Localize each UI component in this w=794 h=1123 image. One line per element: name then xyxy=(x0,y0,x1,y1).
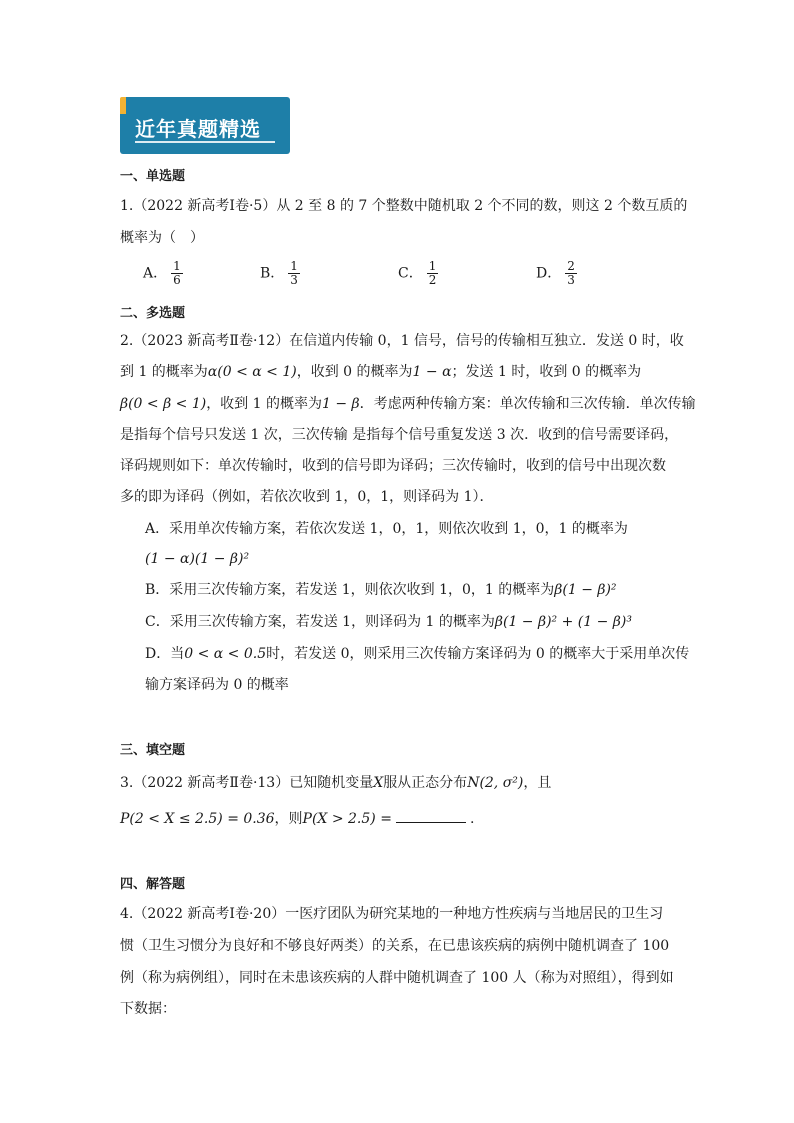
q4-stem-line2: 惯（卫生习惯分为良好和不够良好两类）的关系，在已患该疾病的病例中随机调查了 100 xyxy=(120,938,670,954)
option-label: D． xyxy=(536,265,562,282)
q2-stem-line1: 2.（2023 新高考Ⅱ卷·12）在信道内传输 0，1 信号，信号的传输相互独立．发送 0 时，收 xyxy=(120,333,684,349)
option-label: A． xyxy=(143,265,168,282)
q2-option-d-line2: 输方案译码为 0 的概率 xyxy=(145,677,289,693)
q1-option-d xyxy=(536,260,577,287)
section-heading-multiple-choice: 二、多选题 xyxy=(120,306,186,321)
q1-stem-line2: 概率为（ ） xyxy=(120,230,204,246)
q2-stem-line2: 到 1 的概率为α(0 < α < 1)，收到 0 的概率为1 − α；发送 1 时，收到 0 的概率为 xyxy=(120,364,642,380)
option-label: B． xyxy=(260,265,285,282)
banner-accent xyxy=(120,97,126,114)
section-heading-fill-blank: 三、填空题 xyxy=(120,743,186,758)
q2-option-b: B．采用三次传输方案，若发送 1，则依次收到 1，0，1 的概率为β(1 − β)² xyxy=(145,582,617,598)
q2-stem-line6: 多的即为译码（例如，若依次收到 1，0，1，则译码为 1）． xyxy=(120,489,494,505)
q1-option-b xyxy=(260,260,300,287)
section-heading-free-response: 四、解答题 xyxy=(120,877,186,892)
option-fraction: $\frac{2}{3}$ xyxy=(567,259,575,287)
banner-title: 近年真题精选 xyxy=(135,117,261,141)
q4-stem-line1: 4.（2022 新高考Ⅰ卷·20）一医疗团队为研究某地的一种地方性疾病与当地居民的卫生习 xyxy=(120,906,664,922)
q4-stem-line4: 下数据： xyxy=(120,1001,176,1017)
q1-option-a xyxy=(143,260,183,287)
option-label: C． xyxy=(398,265,423,282)
q2-stem-line3: β(0 < β < 1)，收到 1 的概率为1 − β．考虑两种传输方案：单次传输和三次传输．单次传输 xyxy=(120,396,696,412)
q2-option-a-line2: (1 − α)(1 − β)² xyxy=(145,551,250,567)
q2-stem-line4: 是指每个信号只发送 1 次，三次传输 是指每个信号重复发送 3 次．收到的信号需要译码， xyxy=(120,427,679,443)
q2-option-a-line1: A．采用单次传输方案，若依次发送 1，0，1，则依次收到 1，0，1 的概率为 xyxy=(145,521,628,537)
q2-option-c: C．采用三次传输方案，若发送 1，则译码为 1 的概率为β(1 − β)² + (1 − β)³ xyxy=(145,614,632,630)
answer-blank[interactable] xyxy=(396,808,466,823)
q2-stem-line5: 译码规则如下：单次传输时，收到的信号即为译码；三次传输时，收到的信号中出现次数 xyxy=(120,458,666,474)
section-heading-single-choice: 一、单选题 xyxy=(120,169,186,184)
q3-stem-line2: P(2 < X ≤ 2.5) = 0.36，则P(X > 2.5) = . xyxy=(120,808,474,829)
q4-stem-line3: 例（称为病例组），同时在未患该疾病的人群中随机调查了 100 人（称为对照组），得到如 xyxy=(120,970,674,986)
option-fraction: $\frac{1}{6}$ xyxy=(173,259,181,287)
q2-option-d-line1: D．当0 < α < 0.5时，若发送 0，则采用三次传输方案译码为 0 的概率大于采用单次传 xyxy=(145,646,690,662)
option-fraction: $\frac{1}{2}$ xyxy=(428,259,437,287)
q1-option-c xyxy=(398,260,438,287)
q3-stem-line1: 3.（2022 新高考Ⅱ卷·13）已知随机变量X服从正态分布N(2, σ²)，且 xyxy=(120,775,552,791)
banner-underline xyxy=(135,141,275,143)
q1-stem-line1: 1.（2022 新高考Ⅰ卷·5）从 2 至 8 的 7 个整数中随机取 2 个不同的数，则这 2 个数互质的 xyxy=(120,198,688,214)
option-fraction: $\frac{1}{3}$ xyxy=(290,259,298,287)
